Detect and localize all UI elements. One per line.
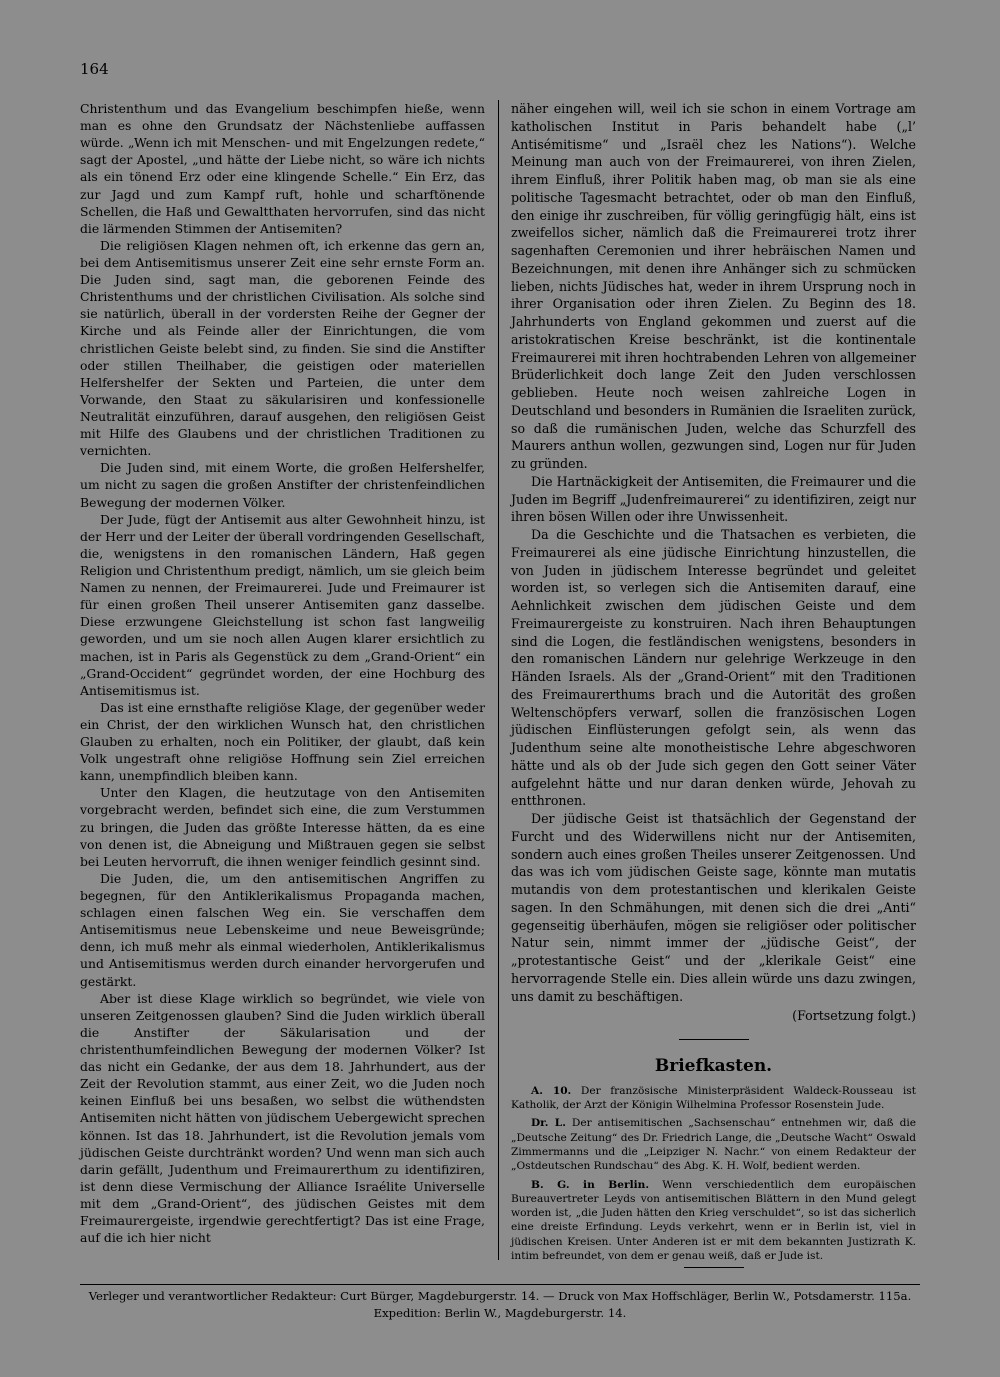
paragraph: Der Jude, fügt der Antisemit aus alter Gewohnheit hinzu, ist der Herr und der Leiter der überall vordringenden Gesellschaft, die, wenigstens in den romanischen Ländern, Haß gegen Religion und Christenthum predigt, nämlich, um sie gleich beim Namen zu nennen, der Freimaurerei. Jude und Freimaurer ist für einen großen Theil unserer Antisemiten ganz dasselbe. Diese erzwungene Gleichstellung ist schon fast langweilig geworden, und um sie noch allen Augen klarer ersichtlich zu machen, ist in Paris als Gegenstück zu dem „Grand-Orient“ ein „Grand-Occident“ gegründet worden, der eine Hochburg des Antisemitismus ist. — [80, 511, 485, 698]
right-column-body — [511, 100, 916, 1005]
paragraph: Der jüdische Geist ist thatsächlich der Gegenstand der Furcht und des Widerwillens nicht nur der Antisemiten, sondern auch eines großen Theiles unserer Zeitgenossen. Und das was ich vom jüdischen Geiste sage, könnte man mutatis mutandis von dem protestantischen und klerikalen Geiste sagen. In den Schmähungen, mit denen sich die drei „Anti“ gegenseitig überhäufen, mögen sie religiöser oder politischer Natur sein, nimmt immer der „jüdische Geist“, der „protestantische Geist“ und der „klerikale Geist“ eine hervorragende Stelle ein. Dies allein würde uns dazu zwingen, uns damit zu beschäftigen. — [511, 811, 916, 1004]
imprint-line: Verleger und verantwortlicher Redakteur: Curt Bürger, Magdeburgerstr. 14. — Druck von Max Hoffschläger, Berlin W., Potsdamerstr. 115a. — [88, 1289, 912, 1303]
paragraph: Unter den Klagen, die heutzutage von den Antisemiten vorgebracht werden, befindet sich eine, die zum Verstummen zu bringen, die Juden das größte Interesse hätten, da es eine von denen ist, die Abneigung und Mißtrauen gegen sie selbst bei Leuten hervorruft, die ihnen weniger feindlich gesinnt sind. — [80, 785, 485, 869]
paragraph: Christenthum und das Evangelium beschimpfen hieße, wenn man es ohne den Grundsatz der Nächstenliebe auffassen würde. „Wenn ich mit Menschen- und mit Engelzungen redete,“ sagt der Apostel, „und hätte der Liebe nicht, so wäre ich nichts als ein tönend Erz oder eine klingende Schelle.“ Ein Erz, das zur Jagd und zum Kampf ruft, hohle und scharftönende Schellen, die Haß und Gewaltthaten hervorrufen, sind das nicht die lärmenden Stimmen der Antisemiten? — [80, 101, 485, 236]
paragraph: Das ist eine ernsthafte religiöse Klage, der gegenüber weder ein Christ, der den wirklichen Wunsch hat, den christlichen Glauben zu erhalten, noch ein Politiker, der glaubt, daß kein Volk ungestraft ohne religiöse Hoffnung sein Ziel erreichen kann, unempfindlich bleiben kann. — [80, 699, 485, 784]
paragraph: Da die Geschichte und die Thatsachen es verbieten, die Freimaurerei als eine jüdische Einrichtung hinzustellen, die von Juden in jüdischem Interesse begründet und geleitet worden ist, so verlegen sich die Antisemiten darauf, eine Aehnlichkeit zwischen dem jüdischen Geiste und dem Freimaurergeiste zu konstruiren. Nach ihren Behauptungen sind die Logen, die festländischen wenigstens, besonders in den romanischen Ländern nur gelehrige Werkzeuge in den Händen Israels. Als der „Grand-Orient“ mit den Traditionen des Freimaurerthums brach und die Autorität des großen Weltenschöpfers verwarf, sollen die französischen Logen jüdischen Einflüsterungen gefolgt sein, als wenn das Judenthum seine alte monotheistische Lehre abgeschworen hätte und als ob der Jude sich gegen den Gott seiner Väter aufgelehnt hätte und nur daran denken würde, Jehovah zu entthronen. — [511, 527, 916, 809]
briefkasten-text: Wenn verschiedentlich dem europäischen Bureauvertreter Leyds von antisemitischen Blättern in den Mund gelegt worden ist, „die Juden hätten den Krieg verschuldet“, so ist das sicherlich eine dreiste Erfindung. Leyds verkehrt, wenn er in Berlin ist, viel in jüdischen Kreisen. Unter Anderen ist er mit dem bekannten Justizrath K. intim befreundet, von dem er genau weiß, daß er Jude ist. — [511, 1178, 916, 1263]
briefkasten-item — [511, 1178, 916, 1264]
briefkasten-item — [511, 1084, 916, 1113]
footer-rule — [80, 1284, 920, 1285]
briefkasten-end-rule — [684, 1267, 744, 1268]
briefkasten-items — [511, 1084, 916, 1264]
briefkasten-recipient: Dr. L. — [531, 1117, 566, 1130]
left-column — [80, 100, 485, 1246]
page-number: 164 — [80, 60, 109, 78]
column-divider — [498, 100, 499, 1260]
paragraph: Aber ist diese Klage wirklich so begründet, wie viele von unseren Zeitgenossen glauben? Sind die Juden wirklich überall die Anstifter der Säkularisation und der christenthumfeindlichen Bewegung der modernen Völker? Ist das nicht ein Gedanke, der aus dem 18. Jahrhundert, aus der Zeit der Revolution stammt, aus einer Zeit, wo die Juden noch keinen Einfluß bei uns besaßen, wo selbst die wüthendsten Antisemiten nicht hätten von jüdischem Uebergewicht sprechen können. Ist das 18. Jahrhundert, ist die Revolution jemals vom jüdischen Geiste durchtränkt worden? Und wenn man sich auch darin gefällt, Judenthum und Freimaurerthum zu identifiziren, ist denn diese Vermischung der Alliance Israélite Universelle mit dem „Grand-Orient“, des jüdischen Geistes mit dem Freimaurergeiste, irgendwie gerechtfertigt? Das ist eine Frage, auf die ich hier nicht — [80, 990, 485, 1246]
briefkasten-text: Der antisemitischen „Sachsenschau“ entnehmen wir, daß die „Deutsche Zeitung“ des Dr. Friedrich Lange, die „Deutsche Wacht“ Oswald Zimmermanns und die „Leipziger N. Nachr.“ von einem Redakteur der „Ostdeutschen Rundschau“ des Abg. K. H. Wolf, bedient werden. — [511, 1117, 917, 1173]
paragraph: Die Juden, die, um den antisemitischen Angriffen zu begegnen, für den Antiklerikalismus Propaganda machen, schlagen einen falschen Weg ein. Sie verschaffen dem Antisemitismus neue Lebenskeime und neue Beweisgründe; denn, ich muß mehr als einmal wiederholen, Antiklerikalismus und Antisemitismus werden durch einander hervorgerufen und gestärkt. — [80, 870, 485, 989]
continuation-note: (Fortsetzung folgt.) — [792, 1008, 916, 1024]
paragraph: Die religiösen Klagen nehmen oft, ich erkenne das gern an, bei dem Antisemitismus unserer Zeit eine sehr ernste Form an. Die Juden sind, sagt man, die geborenen Feinde des Christenthums und der christlichen Civilisation. Als solche sind sie natürlich, überall in der vordersten Reihe der Gegner der Kirche und als Feinde aller der Einrichtungen, die vom christlichen Geiste belebt sind, zu finden. Sie sind die Anstifter oder stillen Theilhaber, die geistigen oder materiellen Helfershelfer der Sekten und Parteien, die unter dem Vorwande, den Staat zu säkularisiren und konfessionelle Neutralität einzuführen, darauf ausgehen, den religiösen Geist mit Hilfe des Glaubens und der christlichen Traditionen zu vernichten. — [80, 237, 485, 459]
briefkasten-recipient: A. 10. — [531, 1084, 572, 1097]
paragraph: näher eingehen will, weil ich sie schon in einem Vortrage am katholischen Institut in Paris behandelt habe („l’ Antisémitisme“ und „Israël chez les Nations“). Welche Meinung man auch von der Freimaurerei, von ihren Zielen, ihrem Einfluß, ihrer Politik haben mag, ob man sie als eine politische Tagesmacht betrachtet, oder ob man den Einfluß, den einige ihr zuschreiben, für völlig geringfügig hält, eins ist zweifellos sicher, nämlich daß die Freimaurerei trotz ihrer sagenhaften Ceremonien und ihrer hebräischen Namen und Bezeichnungen, mit denen ihre Anhänger sich zu schmücken lieben, nichts Jüdisches hat, weder in ihrem Ursprung noch in ihrer Organisation oder ihren Zielen. Zu Beginn des 18. Jahrhunderts von England gekommen und zuerst auf die aristokratischen Kreise beschränkt, ist die kontinentale Freimaurerei mit ihren hochtrabenden Lehren von allgemeiner Brüderlichkeit doch lange Zeit den Juden verschlossen geblieben. Heute noch weisen zahlreiche Logen in Deutschland und besonders in Rumänien die Israeliten zurück, so daß die rumänischen Juden, welche das Schurzfell des Maurers anthun wollen, gezwungen sind, Logen nur für Juden zu gründen. — [511, 101, 916, 471]
paragraph: Die Hartnäckigkeit der Antisemiten, die Freimaurer und die Juden im Begriff „Judenfreimaurerei“ zu identifiziren, zeigt nur ihren bösen Willen oder ihre Unwissenheit. — [511, 473, 916, 525]
briefkasten-title: Briefkasten. — [654, 1056, 773, 1076]
right-column — [511, 100, 916, 1268]
briefkasten-text: Der französische Ministerpräsident Waldeck-Rousseau ist Katholik, der Arzt der Königin Wilhelmina Professor Rosenstein Jude. — [511, 1084, 916, 1112]
paragraph: Die Juden sind, mit einem Worte, die großen Helfershelfer, um nicht zu sagen die großen Anstifter der christenfeindlichen Bewegung der modernen Völker. — [80, 460, 485, 510]
briefkasten-recipient: B. G. in Berlin. — [531, 1178, 650, 1191]
section-divider — [679, 1039, 749, 1040]
briefkasten-item — [511, 1116, 916, 1173]
expedition-line: Expedition: Berlin W., Magdeburgerstr. 14. — [373, 1306, 627, 1320]
